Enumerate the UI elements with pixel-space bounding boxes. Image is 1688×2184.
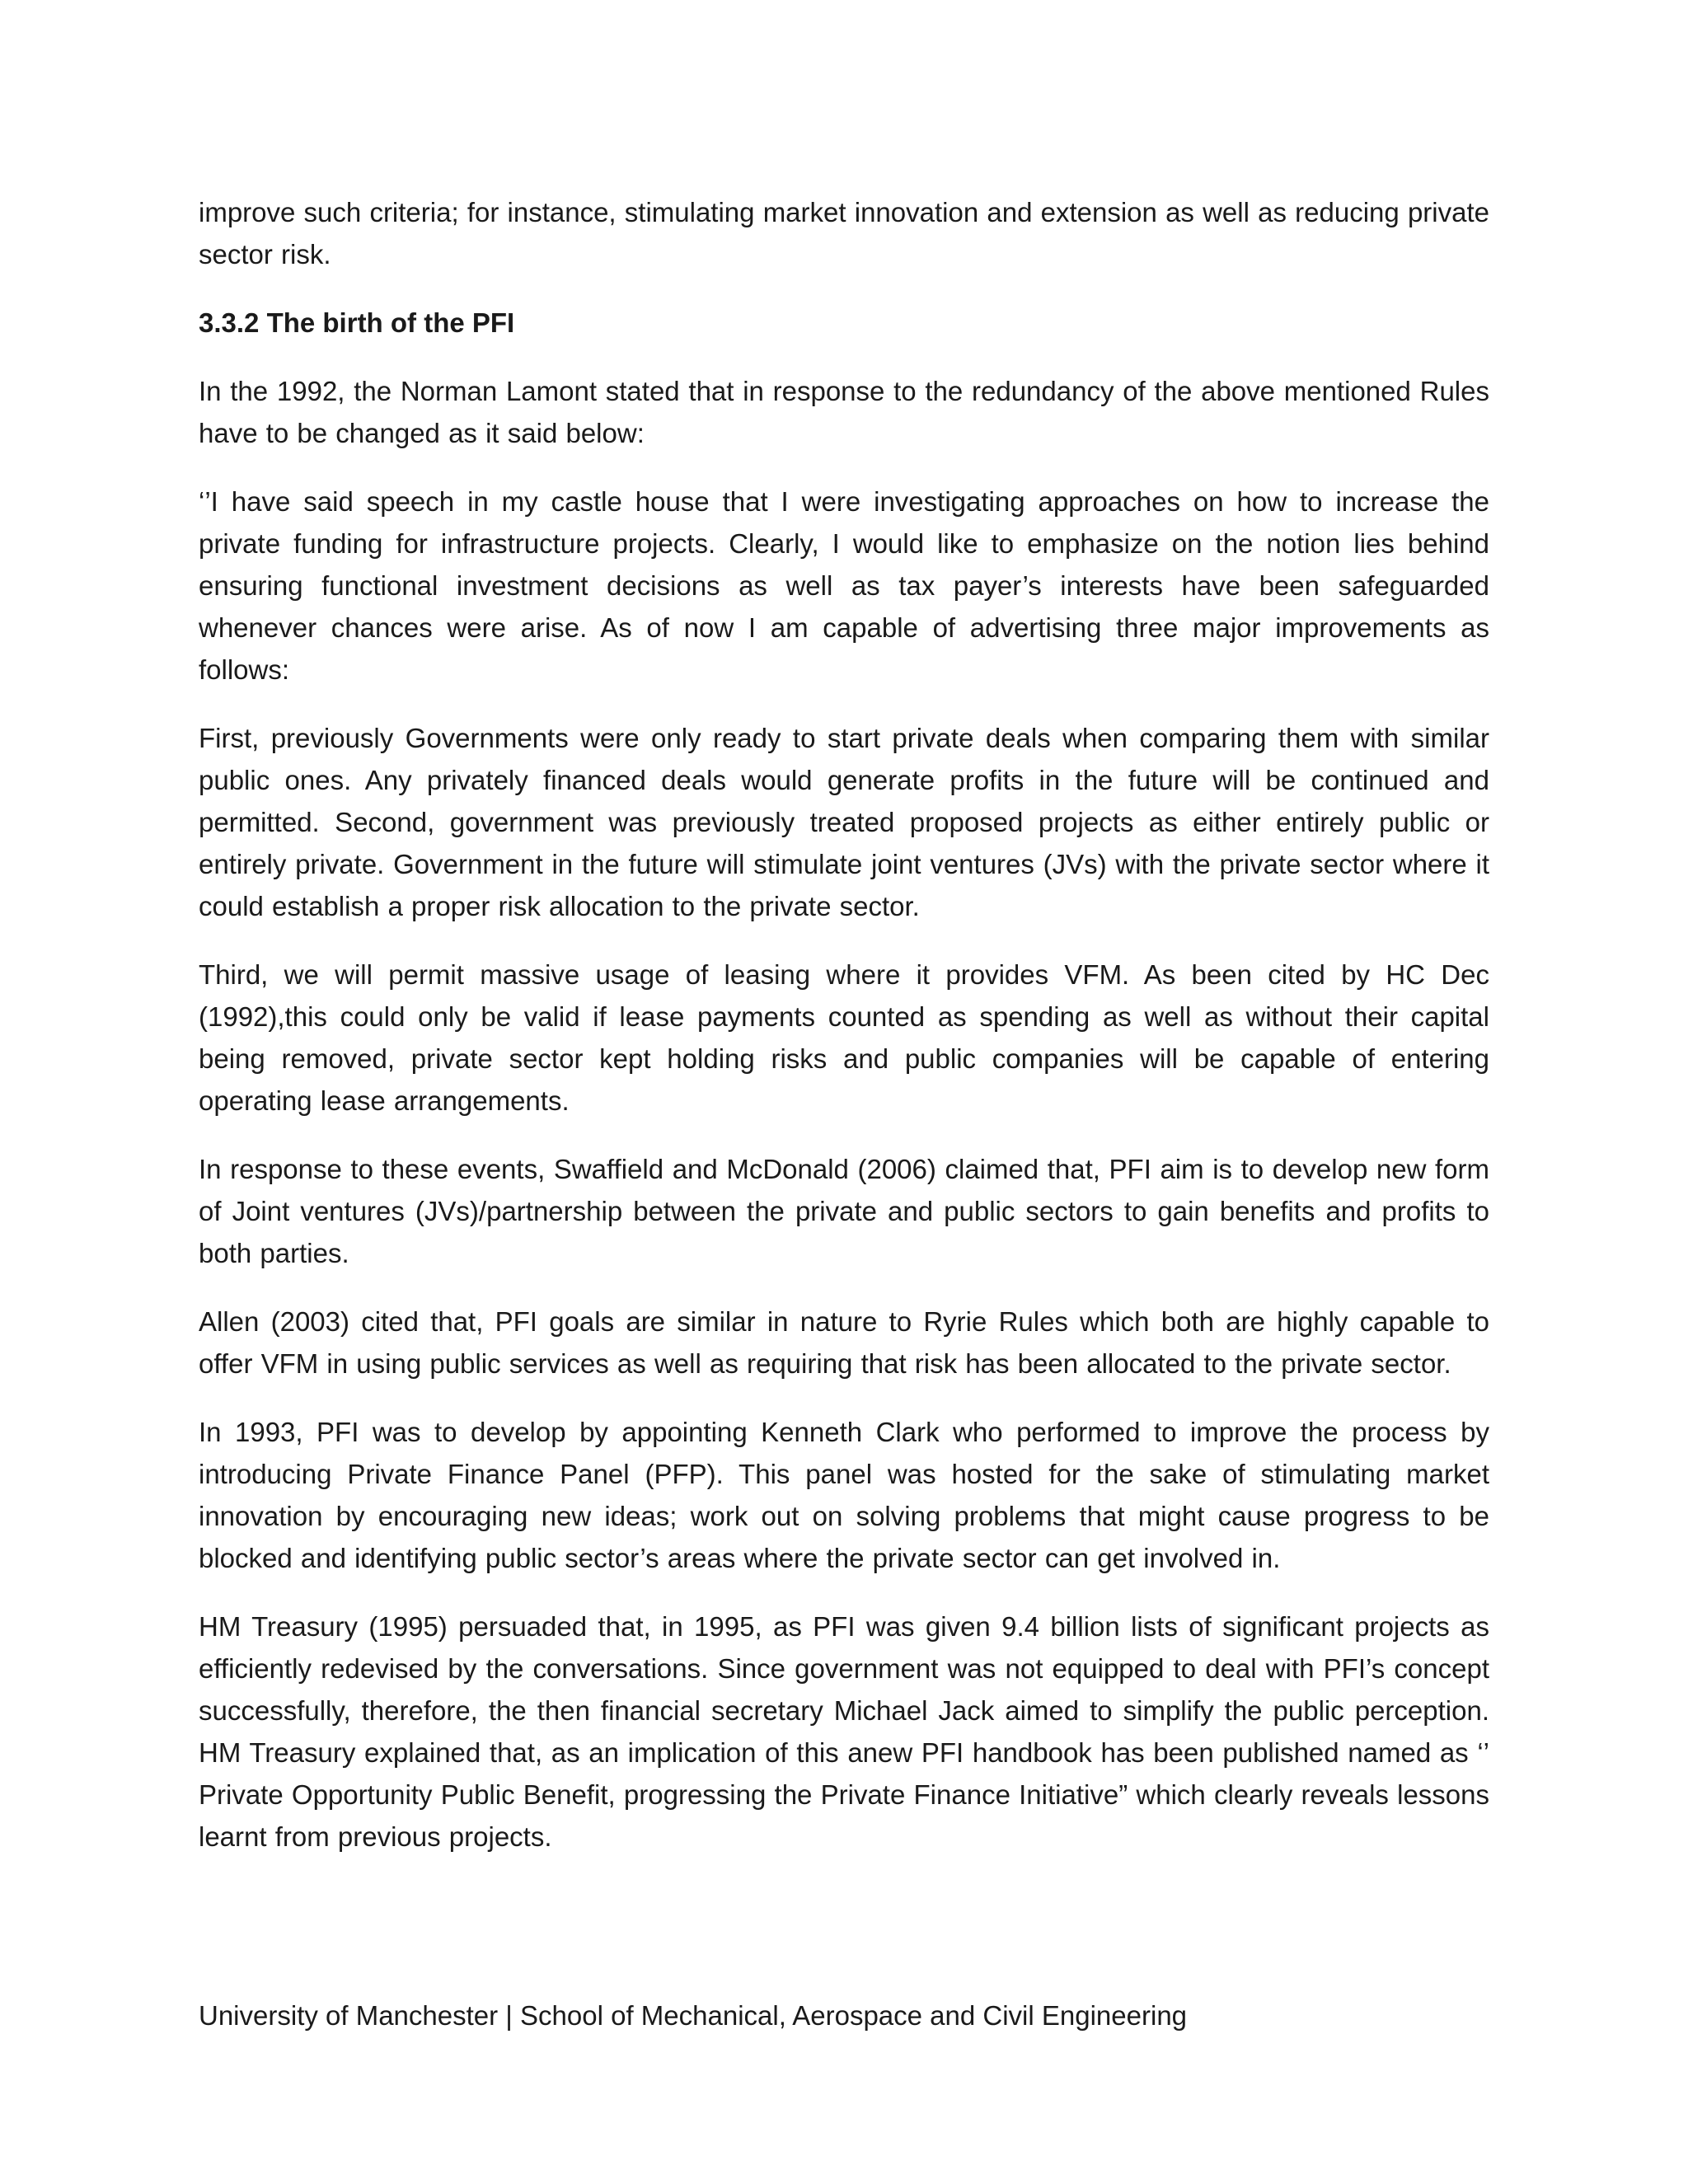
paragraph-1993: In 1993, PFI was to develop by appointing Kenneth Clark who performed to improve the process by introducing Private Finance Panel (PFP). This panel was hosted for the sake of stimulating market innovation by encouraging new ideas; work out on solving problems that might cause progress to be blocked and identifying public sector’s areas where the private sector can get involved in. (199, 1417, 1489, 1573)
page-body (199, 191, 1489, 1884)
paragraph-continuation: improve such criteria; for instance, stimulating market innovation and extension as well as reducing private sector risk. (199, 197, 1489, 269)
paragraph-third: Third, we will permit massive usage of leasing where it provides VFM. As been cited by HC Dec (1992),this could only be valid if lease payments counted as spending as well as without their capital being removed, private sector kept holding risks and public companies will be capable of entering operating lease arrangements. (199, 959, 1489, 1116)
section-heading: 3.3.2 The birth of the PFI (199, 307, 515, 338)
paragraph-allen: Allen (2003) cited that, PFI goals are similar in nature to Ryrie Rules which both are highly capable to offer VFM in using public services as well as requiring that risk has been allocated to the private sector. (199, 1306, 1489, 1379)
paragraph-first-second: First, previously Governments were only ready to start private deals when comparing them with similar public ones. Any privately financed deals would generate profits in the future will be continued and permitted. Second, government was previously treated proposed projects as either entirely public or entirely private. Government in the future will stimulate joint ventures (JVs) with the private sector where it could establish a proper risk allocation to the private sector. (199, 723, 1489, 921)
page-footer: University of Manchester | School of Mechanical, Aerospace and Civil Engineering (199, 2000, 1188, 2031)
paragraph-lamont-statement: In the 1992, the Norman Lamont stated that in response to the redundancy of the above mentioned Rules have to be changed as it said below: (199, 376, 1489, 448)
paragraph-quote-intro: ‘’I have said speech in my castle house that I were investigating approaches on how to increase the private funding for infrastructure projects. Clearly, I would like to emphasize on the notion lies behind ensuring functional investment decisions as well as tax payer’s interests have been safeguarded whenever chances were arise. As of now I am capable of advertising three major improvements as follows: (199, 486, 1489, 685)
paragraph-swaffield: In response to these events, Swaffield and McDonald (2006) claimed that, PFI aim is to develop new form of Joint ventures (JVs)/partnership between the private and public sectors to gain benefits and profits to both parties. (199, 1154, 1489, 1268)
paragraph-hm-treasury: HM Treasury (1995) persuaded that, in 1995, as PFI was given 9.4 billion lists of significant projects as efficiently redevised by the conversations. Since government was not equipped to deal with PFI’s concept successfully, therefore, the then financial secretary Michael Jack aimed to simplify the public perception. HM Treasury explained that, as an implication of this anew PFI handbook has been published named as ‘’ Private Opportunity Public Benefit, progressing the Private Finance Initiative” which clearly reveals lessons learnt from previous projects. (199, 1611, 1489, 1852)
